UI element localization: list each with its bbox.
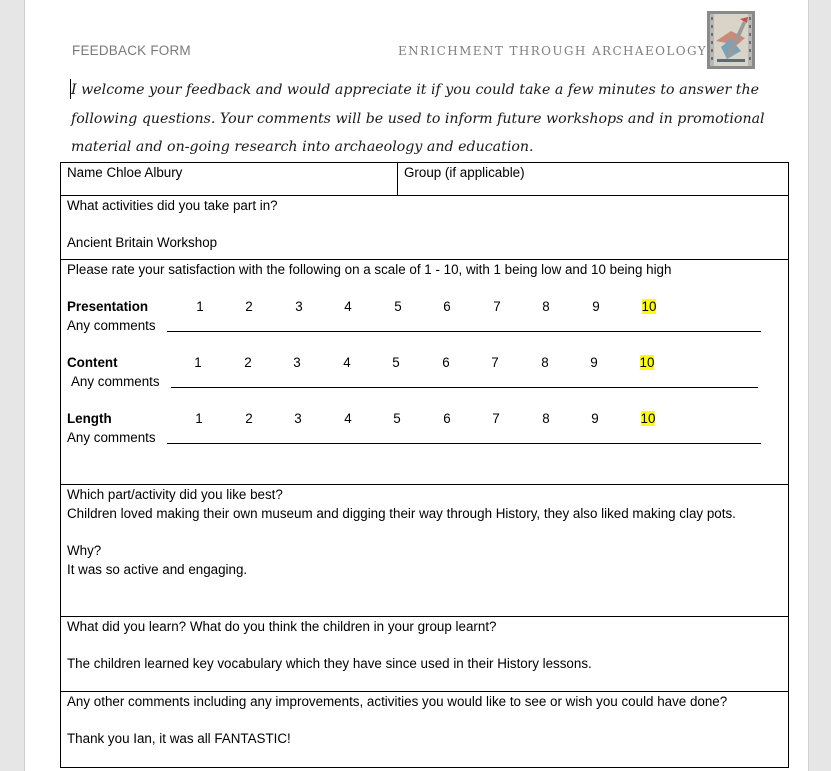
comment-line[interactable] (167, 443, 761, 444)
rating-option-1[interactable]: 1 (195, 411, 203, 426)
rating-option-2[interactable]: 2 (245, 299, 253, 314)
comment-row-presentation (67, 316, 782, 335)
rating-option-6[interactable]: 6 (442, 355, 450, 370)
rating-cell (61, 260, 789, 485)
comment-line[interactable] (167, 331, 761, 332)
comment-row-length (67, 428, 782, 447)
activities-answer: Ancient Britain Workshop (67, 235, 218, 250)
rating-label: Content (67, 355, 118, 370)
rating-option-3[interactable]: 3 (293, 355, 301, 370)
comment-label: Any comments (71, 374, 160, 389)
learn-cell[interactable] (61, 617, 789, 692)
activities-cell[interactable] (61, 196, 789, 260)
rating-option-5[interactable]: 5 (392, 355, 400, 370)
rating-option-8[interactable]: 8 (542, 299, 550, 314)
group-field-text: Group (if applicable) (404, 165, 525, 180)
why-answer: It was so active and engaging. (67, 562, 248, 577)
rating-row-length (67, 409, 782, 428)
document-page (24, 0, 809, 771)
rating-option-2[interactable]: 2 (244, 355, 252, 370)
learn-answer: The children learned key vocabulary which they have since used in their History lessons. (67, 656, 592, 671)
comment-label: Any comments (67, 318, 156, 333)
comment-row-content (67, 372, 782, 391)
best-question: Which part/activity did you like best? (67, 487, 283, 502)
rating-option-9[interactable]: 9 (592, 299, 600, 314)
group-field[interactable] (398, 163, 789, 196)
rating-row-content (67, 353, 782, 372)
name-field-text: Name Chloe Albury (67, 165, 183, 180)
why-question: Why? (67, 543, 102, 558)
rating-option-9[interactable]: 9 (590, 355, 598, 370)
rating-option-3[interactable]: 3 (294, 411, 302, 426)
best-activity-cell[interactable] (61, 485, 789, 617)
activities-question: What activities did you take part in? (67, 198, 278, 213)
rating-option-7[interactable]: 7 (492, 411, 500, 426)
rating-option-8[interactable]: 8 (542, 411, 550, 426)
rating-option-6[interactable]: 6 (443, 411, 451, 426)
form-title: FEEDBACK FORM (72, 43, 191, 58)
rating-option-9[interactable]: 9 (591, 411, 599, 426)
best-answer: Children loved making their own museum and digging their way through History, they also liked making clay pots. (67, 506, 736, 521)
intro-paragraph[interactable]: I welcome your feedback and would appreciate it if you could take a few minutes to answer the following questions. Your comments will be used to inform future workshops and in promotional material and on-going research into archaeology and education. (71, 82, 765, 155)
rating-option-5[interactable]: 5 (394, 299, 402, 314)
other-answer: Thank you Ian, it was all FANTASTIC! (67, 731, 291, 746)
other-question: Any other comments including any improvements, activities you would like to see or wish you could have done? (67, 694, 728, 709)
rating-label: Length (67, 411, 112, 426)
rating-option-7[interactable]: 7 (493, 299, 501, 314)
comment-label: Any comments (67, 430, 156, 445)
rating-row-presentation (67, 297, 782, 316)
rating-option-10-selected[interactable]: 10 (639, 355, 655, 370)
rating-option-2[interactable]: 2 (245, 411, 253, 426)
other-comments-cell[interactable] (61, 692, 789, 768)
rating-option-5[interactable]: 5 (393, 411, 401, 426)
feedback-form-table (60, 162, 789, 768)
rating-option-3[interactable]: 3 (295, 299, 303, 314)
rating-instructions: Please rate your satisfaction with the following on a scale of 1 - 10, with 1 being low and 10 being high (67, 262, 672, 277)
organisation-name: ENRICHMENT THROUGH ARCHAEOLOGY (398, 44, 708, 58)
rating-option-7[interactable]: 7 (491, 355, 499, 370)
learn-question: What did you learn? What do you think the children in your group learnt? (67, 619, 497, 634)
rating-option-10-selected[interactable]: 10 (641, 299, 657, 314)
comment-line[interactable] (171, 387, 758, 388)
rating-option-1[interactable]: 1 (196, 299, 204, 314)
rating-option-8[interactable]: 8 (541, 355, 549, 370)
rating-option-4[interactable]: 4 (344, 411, 352, 426)
rating-option-10-selected[interactable]: 10 (640, 411, 656, 426)
rating-label: Presentation (67, 299, 149, 314)
name-field[interactable] (61, 163, 398, 196)
rating-option-4[interactable]: 4 (343, 355, 351, 370)
archaeology-logo-icon (707, 11, 755, 69)
rating-option-6[interactable]: 6 (443, 299, 451, 314)
rating-option-4[interactable]: 4 (344, 299, 352, 314)
rating-option-1[interactable]: 1 (194, 355, 202, 370)
